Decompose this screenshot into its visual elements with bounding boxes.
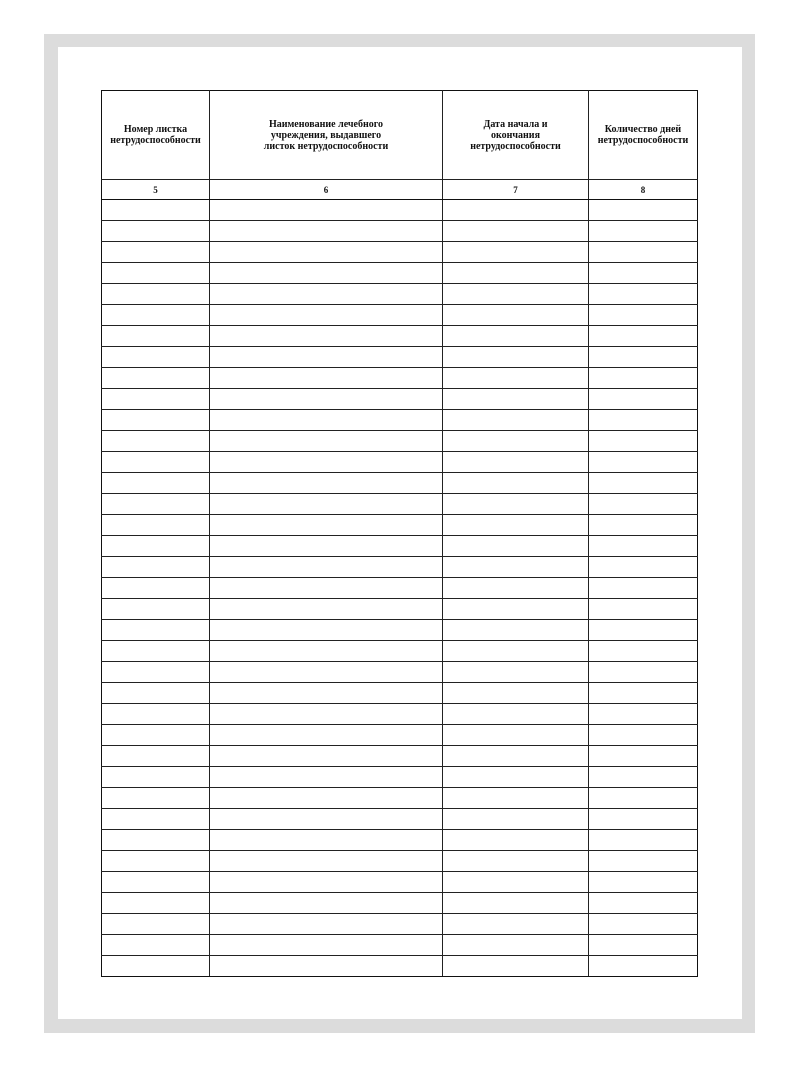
table-cell xyxy=(210,767,443,788)
table-cell xyxy=(443,788,589,809)
table-cell xyxy=(102,599,210,620)
table-cell xyxy=(210,641,443,662)
table-row xyxy=(102,410,698,431)
table-cell xyxy=(589,893,698,914)
table-cell xyxy=(443,914,589,935)
table-cell xyxy=(443,662,589,683)
table-cell xyxy=(102,935,210,956)
table-cell xyxy=(210,893,443,914)
table-cell xyxy=(210,473,443,494)
table-cell xyxy=(102,683,210,704)
table-row xyxy=(102,557,698,578)
table-row xyxy=(102,893,698,914)
table-cell xyxy=(102,284,210,305)
table-cell xyxy=(443,368,589,389)
table-cell xyxy=(589,305,698,326)
table-cell xyxy=(443,851,589,872)
table-cell xyxy=(589,389,698,410)
table-cell xyxy=(102,368,210,389)
column-number-row xyxy=(102,180,698,200)
table-cell xyxy=(210,662,443,683)
table-cell xyxy=(102,452,210,473)
table-cell xyxy=(210,935,443,956)
table-row xyxy=(102,620,698,641)
table-cell xyxy=(589,725,698,746)
table-cell xyxy=(589,557,698,578)
table-cell xyxy=(589,536,698,557)
table-cell xyxy=(210,788,443,809)
table-row xyxy=(102,305,698,326)
table-row xyxy=(102,851,698,872)
table-cell xyxy=(102,851,210,872)
table-cell xyxy=(102,788,210,809)
table-cell xyxy=(210,326,443,347)
table-cell xyxy=(443,746,589,767)
table-cell xyxy=(589,935,698,956)
table-cell xyxy=(589,620,698,641)
table-row xyxy=(102,263,698,284)
table-row xyxy=(102,326,698,347)
table-row xyxy=(102,830,698,851)
table-cell xyxy=(210,305,443,326)
table-cell xyxy=(443,410,589,431)
table-cell xyxy=(589,515,698,536)
table-cell xyxy=(210,515,443,536)
table-row xyxy=(102,599,698,620)
table-row xyxy=(102,242,698,263)
table-cell xyxy=(443,389,589,410)
table-cell xyxy=(210,746,443,767)
table-cell xyxy=(102,956,210,977)
table-cell xyxy=(102,620,210,641)
table-cell xyxy=(210,389,443,410)
table-cell xyxy=(589,872,698,893)
table-cell xyxy=(443,704,589,725)
table-cell xyxy=(443,494,589,515)
table-cell xyxy=(443,767,589,788)
table-cell xyxy=(102,704,210,725)
table-cell xyxy=(589,788,698,809)
table-cell xyxy=(102,200,210,221)
table-cell xyxy=(443,935,589,956)
table-cell xyxy=(589,284,698,305)
table-row xyxy=(102,494,698,515)
table-cell xyxy=(102,578,210,599)
table-cell xyxy=(443,305,589,326)
table-cell xyxy=(102,536,210,557)
table-cell xyxy=(210,683,443,704)
table-cell xyxy=(443,872,589,893)
column-number: 5 xyxy=(102,180,210,200)
table-cell xyxy=(443,683,589,704)
column-header-days-count: Количество дней нетрудоспособности xyxy=(589,91,698,180)
table-row xyxy=(102,200,698,221)
table-cell xyxy=(589,704,698,725)
table-row xyxy=(102,809,698,830)
table-cell xyxy=(102,893,210,914)
table-cell xyxy=(210,221,443,242)
table-cell xyxy=(589,683,698,704)
table-row xyxy=(102,683,698,704)
table-cell xyxy=(102,221,210,242)
table-cell xyxy=(589,830,698,851)
table-cell xyxy=(210,263,443,284)
table-cell xyxy=(589,746,698,767)
table-cell xyxy=(210,872,443,893)
table-cell xyxy=(589,263,698,284)
table-cell xyxy=(210,431,443,452)
table-cell xyxy=(443,515,589,536)
table-cell xyxy=(589,368,698,389)
table-cell xyxy=(443,347,589,368)
table-row xyxy=(102,725,698,746)
table-cell xyxy=(589,221,698,242)
table-row xyxy=(102,662,698,683)
table-cell xyxy=(210,851,443,872)
table-cell xyxy=(210,914,443,935)
table-cell xyxy=(102,242,210,263)
table-cell xyxy=(102,746,210,767)
table-cell xyxy=(589,326,698,347)
table-cell xyxy=(102,326,210,347)
sick-leave-register-table xyxy=(101,90,698,977)
table-cell xyxy=(102,914,210,935)
table-row xyxy=(102,704,698,725)
table-cell xyxy=(102,305,210,326)
table-row xyxy=(102,221,698,242)
table-cell xyxy=(210,242,443,263)
table-cell xyxy=(210,725,443,746)
table-cell xyxy=(210,809,443,830)
table-cell xyxy=(102,767,210,788)
table-cell xyxy=(443,578,589,599)
table-row xyxy=(102,452,698,473)
column-header-institution-name: Наименование лечебного учреждения, выдавшего листок нетрудоспособности xyxy=(210,91,443,180)
table-cell xyxy=(589,200,698,221)
table-cell xyxy=(102,473,210,494)
table-cell xyxy=(102,515,210,536)
table-cell xyxy=(102,662,210,683)
table-cell xyxy=(102,641,210,662)
table-cell xyxy=(443,599,589,620)
table-cell xyxy=(210,494,443,515)
table-cell xyxy=(443,221,589,242)
table-cell xyxy=(443,956,589,977)
table-cell xyxy=(210,956,443,977)
table-cell xyxy=(589,767,698,788)
table-row xyxy=(102,746,698,767)
table-cell xyxy=(102,431,210,452)
table-row xyxy=(102,284,698,305)
table-cell xyxy=(210,284,443,305)
table-cell xyxy=(443,284,589,305)
table-cell xyxy=(589,599,698,620)
table-cell xyxy=(443,431,589,452)
table-cell xyxy=(210,620,443,641)
table-cell xyxy=(589,410,698,431)
table-row xyxy=(102,641,698,662)
column-header-start-end-date: Дата начала и окончания нетрудоспособности xyxy=(443,91,589,180)
table-cell xyxy=(443,641,589,662)
table-cell xyxy=(210,410,443,431)
table-cell xyxy=(589,494,698,515)
table-cell xyxy=(210,704,443,725)
table-row xyxy=(102,368,698,389)
table-cell xyxy=(589,242,698,263)
table-cell xyxy=(210,200,443,221)
table-cell xyxy=(589,347,698,368)
table-cell xyxy=(102,830,210,851)
table-cell xyxy=(102,410,210,431)
table-cell xyxy=(102,347,210,368)
table-row xyxy=(102,767,698,788)
table-cell xyxy=(102,809,210,830)
table-cell xyxy=(210,368,443,389)
table-cell xyxy=(443,725,589,746)
header-row xyxy=(102,91,698,180)
table-cell xyxy=(443,620,589,641)
table-cell xyxy=(443,242,589,263)
table-cell xyxy=(589,956,698,977)
table-cell xyxy=(443,263,589,284)
column-number: 8 xyxy=(589,180,698,200)
column-number: 7 xyxy=(443,180,589,200)
table-cell xyxy=(102,872,210,893)
table-cell xyxy=(589,914,698,935)
table-cell xyxy=(589,662,698,683)
table-cell xyxy=(210,578,443,599)
table-cell xyxy=(443,326,589,347)
table-cell xyxy=(443,452,589,473)
table-row xyxy=(102,935,698,956)
table-row xyxy=(102,347,698,368)
table-cell xyxy=(443,200,589,221)
table-cell xyxy=(210,557,443,578)
table-row xyxy=(102,914,698,935)
table-cell xyxy=(589,578,698,599)
table-row xyxy=(102,536,698,557)
table-cell xyxy=(102,494,210,515)
table-row xyxy=(102,788,698,809)
table-row xyxy=(102,515,698,536)
table-cell xyxy=(210,536,443,557)
table-row xyxy=(102,431,698,452)
table-row xyxy=(102,872,698,893)
table-cell xyxy=(210,347,443,368)
table-cell xyxy=(102,557,210,578)
column-header-sheet-number: Номер листка нетрудоспособности xyxy=(102,91,210,180)
table-cell xyxy=(102,389,210,410)
table-cell xyxy=(210,830,443,851)
table-cell xyxy=(589,431,698,452)
column-number: 6 xyxy=(210,180,443,200)
table-cell xyxy=(589,452,698,473)
table-cell xyxy=(589,473,698,494)
table-cell xyxy=(443,893,589,914)
table-cell xyxy=(443,536,589,557)
table-cell xyxy=(443,557,589,578)
table-cell xyxy=(102,263,210,284)
table-row xyxy=(102,578,698,599)
table-cell xyxy=(443,830,589,851)
table-body xyxy=(102,200,698,977)
table-row xyxy=(102,956,698,977)
table-row xyxy=(102,473,698,494)
table-cell xyxy=(210,599,443,620)
table-row xyxy=(102,389,698,410)
table-cell xyxy=(589,641,698,662)
table-cell xyxy=(589,851,698,872)
table-cell xyxy=(102,725,210,746)
table-cell xyxy=(589,809,698,830)
table-cell xyxy=(443,473,589,494)
table-cell xyxy=(443,809,589,830)
table-cell xyxy=(210,452,443,473)
